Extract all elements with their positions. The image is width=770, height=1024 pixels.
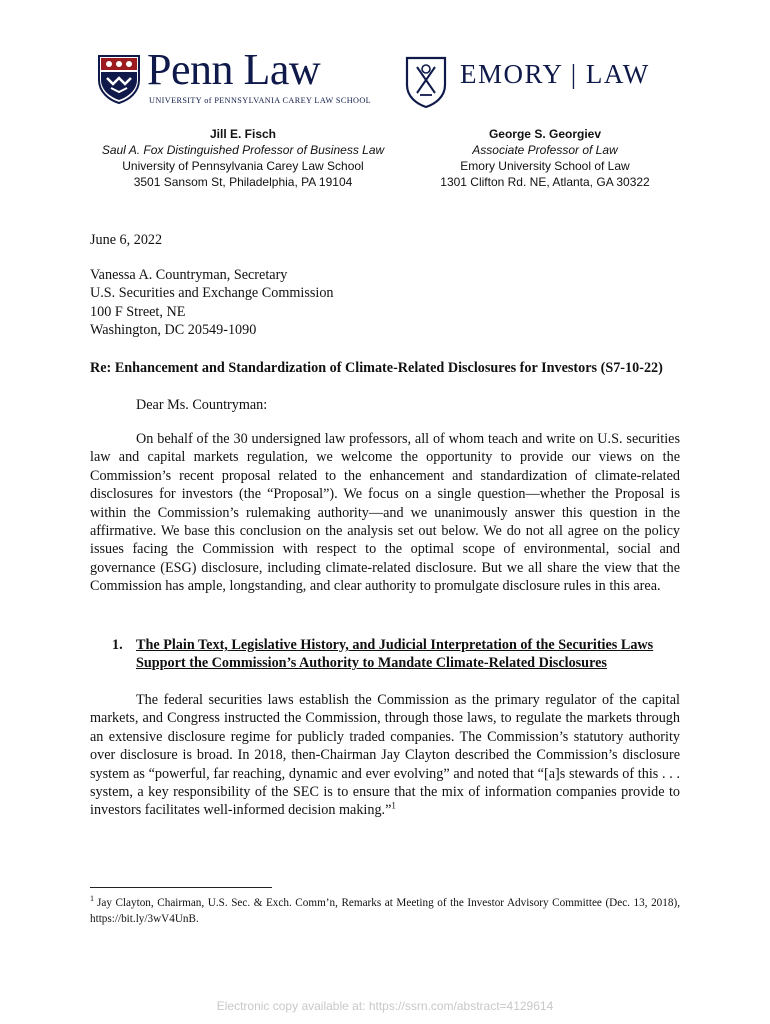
penn-law-wordmark: Penn Law [147, 45, 321, 94]
author-title: Associate Professor of Law [472, 143, 618, 157]
letter-date: June 6, 2022 [90, 232, 163, 248]
recipient-line: 100 F Street, NE [90, 303, 186, 320]
author-name: George S. Georgiev [488, 127, 602, 141]
penn-law-subtitle: UNIVERSITY of PENNSYLVANIA CAREY LAW SCHOOL [149, 96, 372, 105]
author-block-fisch [88, 126, 398, 190]
recipient-line: Washington, DC 20549-1090 [90, 322, 257, 339]
body-paragraph-1: On behalf of the 30 undersigned law professors, all of whom teach and write on U.S. securities law and capital markets regulation, we welcome the opportunity to provide our views on the Commission’s recent proposal related to the enhancement and standardization of climate-related disclosures for investors (the “Proposal”). We focus on a single question—whether the Proposal is within the Commission’s rulemaking authority—and we unanimously answer this question in the affirmative. We base this conclusion on the analysis set out below. We do not all agree on the policy issues facing the Commission with respect to the optimal scope of environmental, social and governance (ESG) disclosure, including climate-related disclosure. But we all share the view that the Commission has ample, longstanding, and clear authority to promulgate disclosure rules in this area. [90, 431, 680, 595]
author-block-georgiev [410, 126, 680, 190]
author-institution: University of Pennsylvania Carey Law School [122, 159, 364, 173]
salutation: Dear Ms. Countryman: [136, 397, 268, 413]
penn-shield-icon [97, 54, 141, 104]
body-paragraph-2 [90, 691, 680, 820]
footnote [90, 896, 680, 927]
section-number: 1. [112, 637, 123, 653]
footnote-divider [90, 887, 272, 888]
emory-shield-icon [404, 55, 448, 109]
footnote-number: 1 [90, 894, 94, 904]
body-paragraph-2-text: The federal securities laws establish the Commission as the primary regulator of the capital markets, and Congress instructed the Commission, through those laws, to regulate the markets through an extensive disclosure regime for publicly traded companies. The Commission’s statutory authority over disclosure is broad. In 2018, then-Chairman Jay Clayton described the Commission’s disclosure system as “powerful, far reaching, dynamic and ever evolving” and noted that “[a]s stewards of this . . . system, a key responsibility of the SEC is to ensure that the mix of information companies provide to investors facilitates well-informed decision making.” [90, 692, 680, 819]
author-address: 3501 Sansom St, Philadelphia, PA 19104 [133, 175, 353, 189]
section-heading-text: The Plain Text, Legislative History, and Judicial Interpretation of the Securities Laws Support the Commission’s Authority to Mandate Climate-Related Disclosures [136, 637, 654, 672]
ssrn-watermark: Electronic copy available at: https://ssrn.com/abstract=4129614 [216, 999, 554, 1013]
recipient-address [90, 266, 680, 340]
penn-law-logo [97, 45, 372, 110]
author-title: Saul A. Fox Distinguished Professor of Business Law [101, 143, 385, 157]
recipient-line: Vanessa A. Countryman, Secretary [90, 267, 288, 283]
footnote-reference[interactable]: 1 [391, 800, 396, 811]
emory-law-wordmark: EMORY | LAW [460, 59, 650, 89]
emory-law-logo [404, 55, 674, 111]
footnote-text: Jay Clayton, Chairman, U.S. Sec. & Exch. Comm’n, Remarks at Meeting of the Investor Advisory Committee (Dec. 13, 2018), https://bit.ly/3wV4UnB. [90, 897, 680, 925]
author-institution: Emory University School of Law [460, 159, 630, 173]
re-line: Re: Enhancement and Standardization of Climate-Related Disclosures for Investors (S7-10-22) [90, 360, 663, 376]
recipient-line: U.S. Securities and Exchange Commission [90, 285, 334, 302]
author-name: Jill E. Fisch [209, 127, 277, 141]
author-address: 1301 Clifton Rd. NE, Atlanta, GA 30322 [440, 175, 650, 189]
